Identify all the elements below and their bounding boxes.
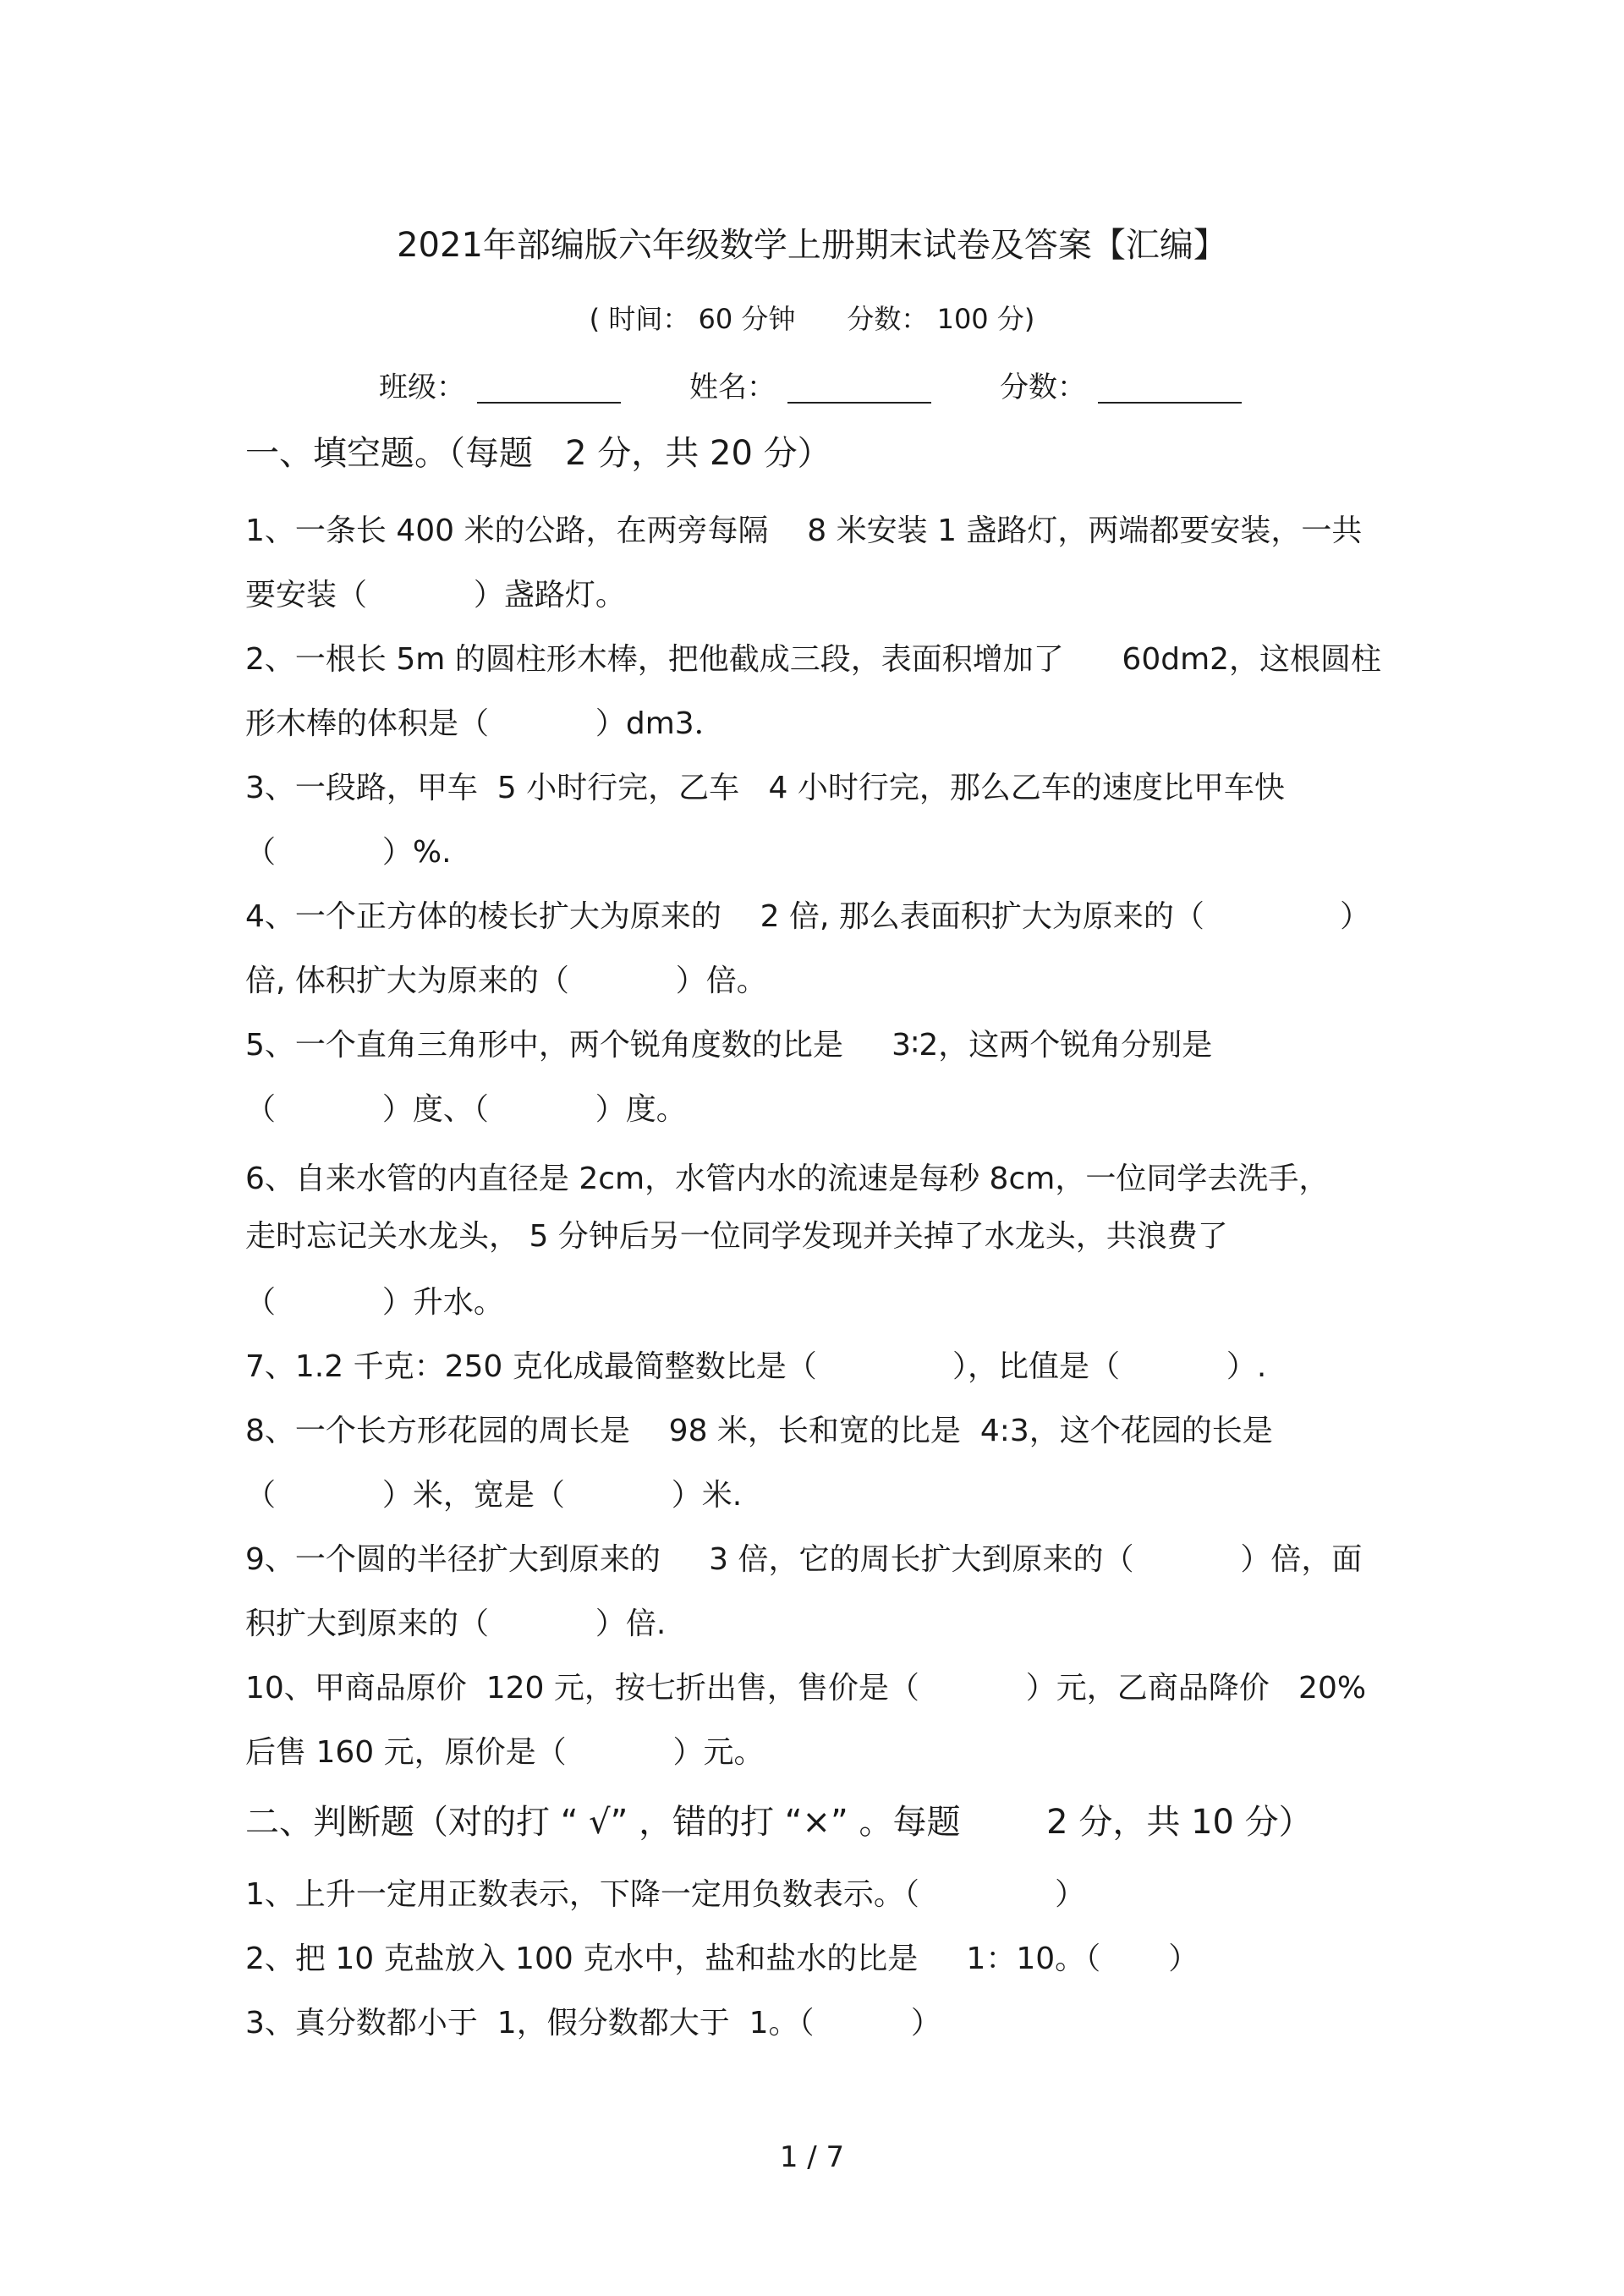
j2-line: 2、把 10 克盐放入 100 克水中，盐和盐水的比是 1：10。（ ） [245,1942,1199,1976]
exam-time-score: ( 时间： 60 分钟 分数： 100 分) [589,303,1035,335]
q8-line1: 8、一个长方形花园的周长是 98 米，长和宽的比是 4:3，这个花园的长是 [245,1414,1273,1448]
q8-line2: （ ）米，宽是（ ）米. [245,1478,743,1513]
q9-line1: 9、一个圆的半径扩大到原来的 3 倍，它的周长扩大到原来的（ ）倍，面 [245,1542,1363,1577]
q3-line2: （ ）%. [245,835,452,870]
name-label: 姓名： [689,371,776,404]
name-blank [787,376,931,404]
q4-line2: 倍, 体积扩大为原来的（ ）倍。 [245,964,767,998]
q6-line2: 走时忘记关水龙头， 5 分钟后另一位同学发现并关掉了水龙头，共浪费了 [245,1219,1228,1254]
score-field [1000,364,1242,405]
q4-line1: 4、一个正方体的棱长扩大为原来的 2 倍, 那么表面积扩大为原来的（ ） [245,899,1371,934]
page-number: 1 / 7 [779,2140,845,2174]
section2-heading: 二、判断题（对的打 “ √” ，错的打 “×” 。每题 2 分，共 10 分） [245,1803,1313,1842]
q6-line1: 6、自来水管的内直径是 2cm，水管内水的流速是每秒 8cm，一位同学去洗手， [245,1162,1330,1196]
q1-line1: 1、一条长 400 米的公路，在两旁每隔 8 米安装 1 盏路灯，两端都要安装，一共 [245,514,1363,548]
q6-line3: （ ）升水。 [245,1285,504,1320]
q9-line2: 积扩大到原来的（ ）倍. [245,1607,667,1641]
class-label: 班级： [379,371,465,404]
section1-heading: 一、填空题。（每题 2 分，共 20 分） [245,434,831,473]
j1-line: 1、上升一定用正数表示，下降一定用负数表示。（ ） [245,1877,1086,1912]
q2-line1: 2、一根长 5m 的圆柱形木棒，把他截成三段，表面积增加了 60dm2，这根圆柱 [245,642,1382,677]
q5-line2: （ ）度、（ ）度。 [245,1092,687,1127]
q10-line1: 10、甲商品原价 120 元，按七折出售，售价是（ ）元，乙商品降价 20% [245,1671,1367,1706]
q7-line1: 7、1.2 千克：250 克化成最简整数比是（ ），比值是（ ）. [245,1349,1267,1384]
page-title: 2021年部编版六年级数学上册期末试卷及答案【汇编】 [397,226,1227,265]
q1-line2: 要安装（ ）盏路灯。 [245,578,626,612]
q5-line1: 5、一个直角三角形中，两个锐角度数的比是 3∶2，这两个锐角分别是 [245,1028,1213,1063]
q10-line2: 后售 160 元，原价是（ ）元。 [245,1735,765,1770]
class-field [379,364,621,405]
score-blank [1098,376,1242,404]
name-field [689,364,931,405]
class-blank [477,376,621,404]
q3-line1: 3、一段路，甲车 5 小时行完，乙车 4 小时行完，那么乙车的速度比甲车快 [245,771,1285,805]
score-label: 分数： [1000,371,1086,404]
q2-line2: 形木棒的体积是（ ）dm3． [245,706,725,741]
j3-line: 3、真分数都小于 1，假分数都大于 1。（ ） [245,2006,941,2041]
